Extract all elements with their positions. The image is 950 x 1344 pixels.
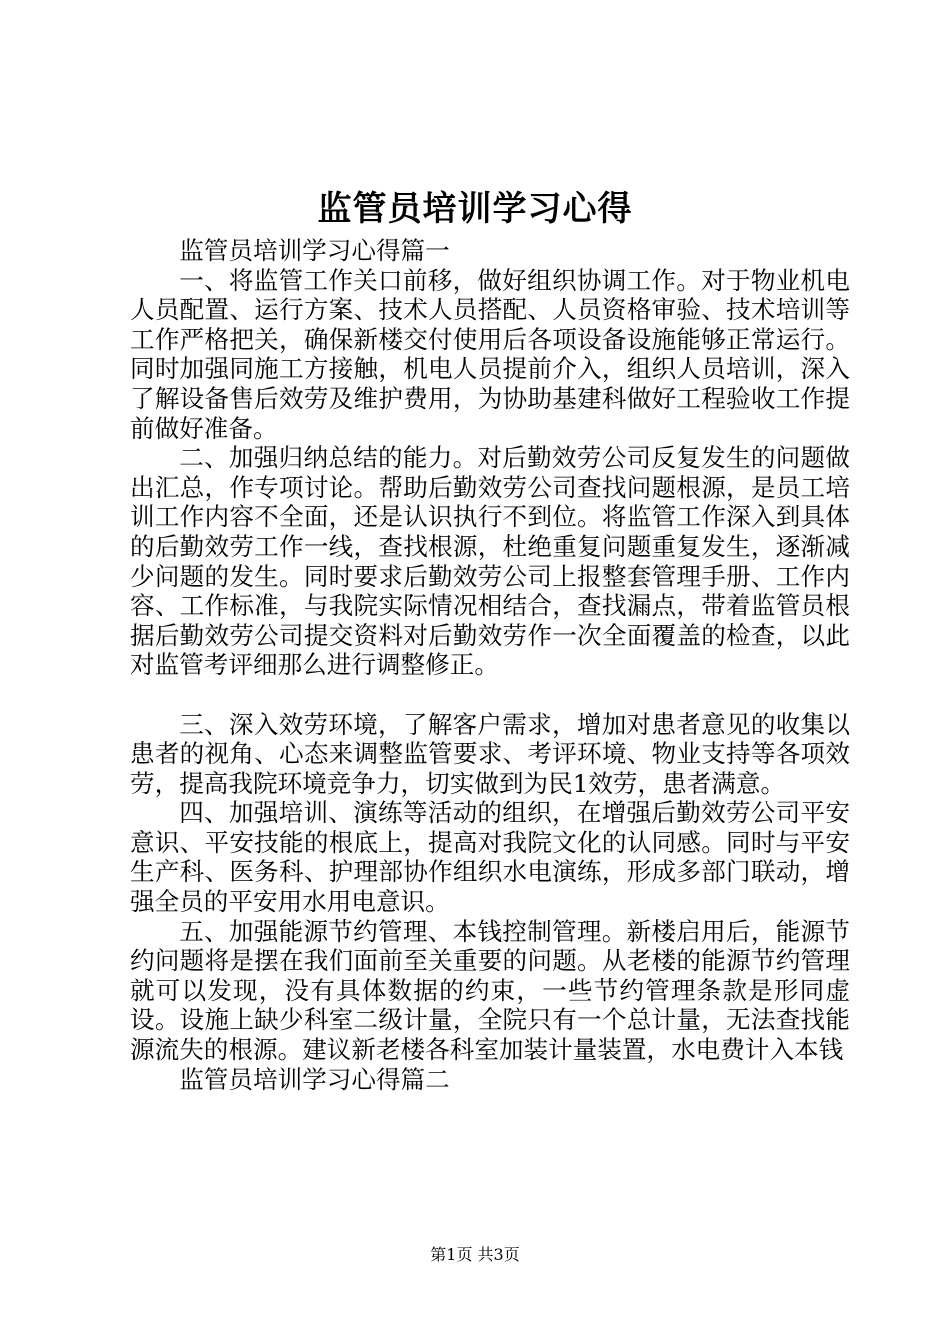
paragraph-4: 四、加强培训、演练等活动的组织，在增强后勤效劳公司平安意识、平安技能的根底上，提高对我院文化的认同感。同时与平安生产科、医务科、护理部协作组织水电演练，形成多部门联动，增强全员的平安用水用电意识。 [130, 798, 850, 917]
paragraph-2: 二、加强归纳总结的能力。对后勤效劳公司反复发生的问题做出汇总，作专项讨论。帮助后勤效劳公司查找问题根源，是员工培训工作内容不全面，还是认识执行不到位。将监管工作深入到具体的后勤效劳工作一线，查找根源，杜绝重复问题重复发生，逐渐减少问题的发生。同时要求后勤效劳公司上报整套管理手册、工作内容、工作标准，与我院实际情况相结合，查找漏点，带着监管员根据后勤效劳公司提交资料对后勤效劳作一次全面覆盖的检查，以此对监管考评细那么进行调整修正。 [130, 443, 850, 680]
paragraph-1: 一、将监管工作关口前移，做好组织协调工作。对于物业机电人员配置、运行方案、技术人员搭配、人员资格审验、技术培训等工作严格把关，确保新楼交付使用后各项设备设施能够正常运行。同时加强同施工方接触，机电人员提前介入，组织人员培训，深入了解设备售后效劳及维护费用，为协助基建科做好工程验收工作提前做好准备。 [130, 265, 850, 443]
document-body [130, 236, 850, 1094]
paragraph-3: 三、深入效劳环境，了解客户需求，增加对患者意见的收集以患者的视角、心态来调整监管要求、考评环境、物业支持等各项效劳，提高我院环境竞争力，切实做到为民1效劳，患者满意。 [130, 709, 850, 798]
page-footer: 第1页 共3页 [430, 1245, 520, 1264]
section-heading-2: 监管员培训学习心得篇二 [179, 1064, 450, 1094]
paragraph-5: 五、加强能源节约管理、本钱控制管理。新楼启用后，能源节约问题将是摆在我们面前至关重要的问题。从老楼的能源节约管理就可以发现，没有具体数据的约束，一些节约管理条款是形同虚设。设施上缺少科室二级计量，全院只有一个总计量，无法查找能源流失的根源。建议新老楼各科室加装计量装置，水电费计入本钱 [130, 916, 850, 1065]
section-heading-1: 监管员培训学习心得篇一 [179, 236, 450, 265]
document-title: 监管员培训学习心得 [317, 189, 633, 229]
